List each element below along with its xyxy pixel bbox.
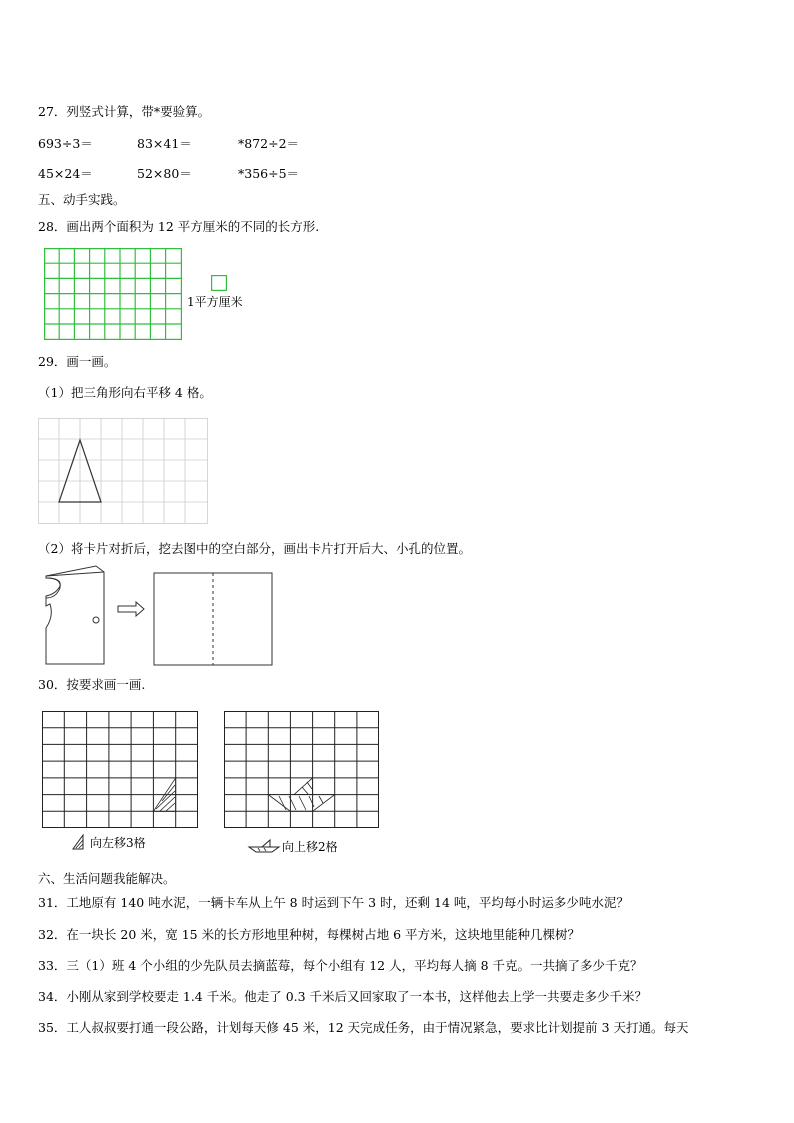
q29-part2: （2）将卡片对折后，挖去图中的空白部分，画出卡片打开后大、小孔的位置。 [38,541,471,556]
q32-text: 32．在一块长 20 米，宽 15 米的长方形地里种树，每棵树占地 6 平方米，这块地里能种几棵树？ [38,927,581,942]
calc-item: 83×41＝ [137,136,192,151]
q31-text: 31．工地原有 140 吨水泥，一辆卡车从上午 8 时运到下午 3 时，还剩 14 吨，平均每小时运多少吨水泥？ [38,895,629,910]
unit-square [211,275,227,291]
q33-text: 33．三（1）班 4 个小组的少先队员去摘蓝莓，每个小组有 12 人，平均每人摘 8 千克。一共摘了多少千克？ [38,958,643,973]
q35-text: 35．工人叔叔要打通一段公路，计划每天修 45 米，12 天完成任务，由于情况紧急，要求比计划提前 3 天打通。每天 [38,1020,689,1035]
q34-text: 34．小刚从家到学校要走 1.4 千米。他走了 0.3 千米后又回家取了一本书，这样他去上学一共要走多少千米？ [38,989,648,1004]
unit-square-label: 1平方厘米 [187,295,243,309]
grid-left [42,711,198,828]
triangle-grid [38,418,208,524]
calc-item: 693÷3＝ [38,136,93,151]
label-move-up: 向上移2格 [282,840,338,854]
section-6-heading: 六、生活问题我能解决。 [38,871,176,886]
folded-card-figure [40,566,280,668]
q30-title: 30．按要求画一画. [38,677,146,692]
small-hole [93,617,99,623]
q29-part1: （1）把三角形向右平移 4 格。 [38,385,212,400]
green-grid [44,248,182,340]
small-boat-icon [248,839,280,853]
folded-card [46,566,104,664]
arrow-right-icon [118,602,144,616]
small-triangle-icon [71,834,91,850]
q27-title: 27．列竖式计算，带*要验算。 [38,104,211,119]
label-move-left: 向左移3格 [90,836,146,850]
q29-title: 29．画一画。 [38,354,117,369]
calc-item: *872÷2＝ [238,136,300,151]
section-5-heading: 五、动手实践。 [38,192,126,207]
hatched-boat-shape [268,778,334,811]
calc-item: 52×80＝ [137,166,192,181]
calc-item: 45×24＝ [38,166,93,181]
calc-item: *356÷5＝ [238,166,300,181]
q28-title: 28．画出两个面积为 12 平方厘米的不同的长方形. [38,219,320,234]
grid-right [224,711,379,828]
